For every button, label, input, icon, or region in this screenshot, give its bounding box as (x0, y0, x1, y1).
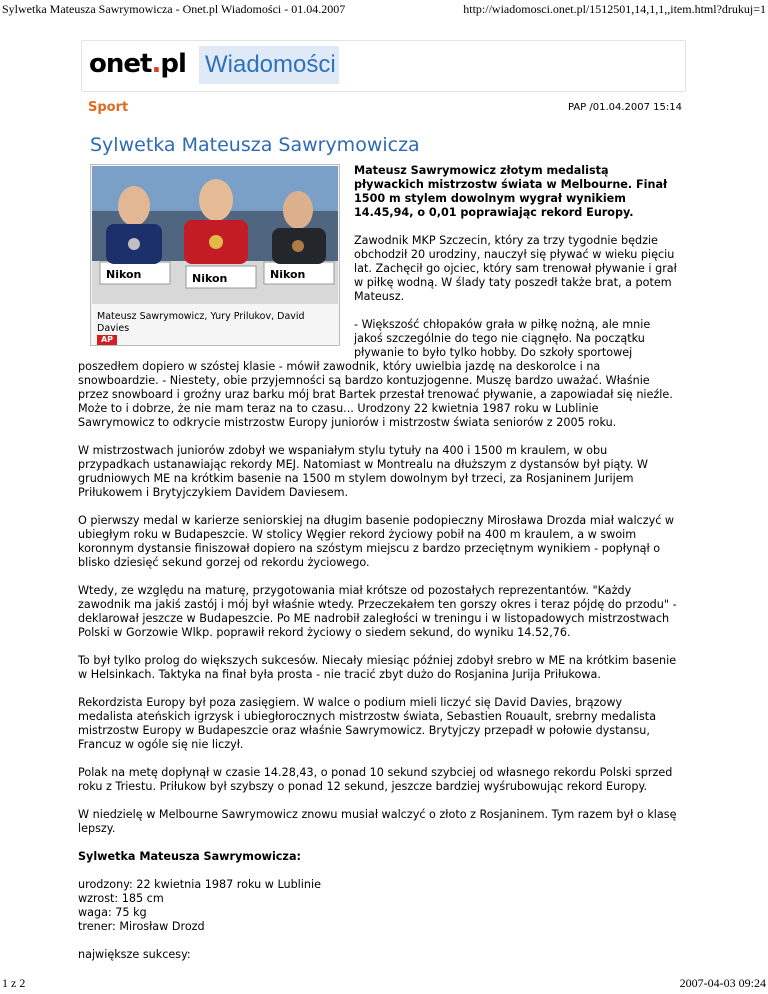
paragraph: Zawodnik MKP Szczecin, który za trzy tygodnie będzie obchodził 20 urodziny, nauczył się pływać w wieku pięciu lat. Zachęcił go ojciec, który sam trenował pływanie i grał w piłkę wodną. W ślady taty poszedł także brat, a potem Mateusz. (354, 234, 677, 303)
wiadomosci-logo[interactable]: Wiadomości (205, 51, 336, 78)
site-logo-bar[interactable] (81, 40, 686, 92)
photo-caption: Mateusz Sawrymowicz, Yury Prilukov, David Davies (97, 311, 305, 334)
print-timestamp: 2007-04-03 09:24 (679, 976, 766, 990)
print-header (2, 2, 766, 18)
article-lead: Mateusz Sawrymowicz złotym medalistą pływackich mistrzostw świata w Melbourne. Finał 1500 m stylem dowolnym wygrał wynikiem 14.45,94, o 0,01 poprawiając rekord Europy. (354, 164, 668, 219)
svg-text:Nikon: Nikon (270, 268, 306, 281)
svg-text:Nikon: Nikon (106, 268, 142, 281)
bio-successes-label: największe sukcesy: (78, 948, 191, 961)
print-footer (2, 976, 766, 990)
bio-details (78, 878, 677, 934)
article-title: Sylwetka Mateusza Sawrymowicza (90, 134, 420, 156)
bio-height: wzrost: 185 cm (78, 892, 164, 905)
article-photo-box (90, 164, 340, 346)
print-header-title: Sylwetka Mateusza Sawrymowicza - Onet.pl Wiadomości - 01.04.2007 (2, 2, 346, 16)
bio-weight: waga: 75 kg (78, 906, 147, 919)
page-counter: 1 z 2 (2, 976, 26, 990)
article-page (78, 40, 686, 961)
paragraph: W mistrzostwach juniorów zdobył we wspaniałym stylu tytuły na 400 i 1500 m kraulem, w obu przypadkach ustanawiając rekordy MEJ. Natomiast w Montrealu na dłuższym z dystansów był piąty. W grudniowych ME na krótkim basenie na 1500 m stylem dowolnym był trzeci, za Rosjaninem Jurijem Priłukowem i Brytyjczykiem Davidem Daviesem. (78, 444, 648, 499)
print-header-url: http://wiadomosci.onet.pl/1512501,14,1,1,,item.html?drukuj=1 (463, 2, 766, 16)
section-label[interactable]: Sport (88, 100, 129, 115)
paragraph: W niedzielę w Melbourne Sawrymowicz znowu musiał walczyć o złoto z Rosjaninem. Tym razem był o klasę lepszy. (78, 808, 677, 835)
paragraph: To był tylko prolog do większych sukcesów. Niecały miesiąc później zdobył srebro w ME na krótkim basenie w Helsinkach. Taktyka na finał była prosta - nie tracić zbyt dużo do Rosjanina Jurija Priłukowa. (78, 654, 677, 681)
bio-coach: trener: Mirosław Drozd (78, 920, 205, 933)
source-date: PAP /01.04.2007 15:14 (567, 102, 682, 113)
article-photo (92, 166, 338, 304)
onet-logo[interactable]: onet.pl (89, 49, 186, 79)
ap-agency-logo: AP (97, 335, 117, 345)
article-body (78, 164, 677, 976)
paragraph: O pierwszy medal w karierze seniorskiej na długim basenie podopieczny Mirosława Drozda miał walczyć w ubiegłym roku w Budapeszcie. W stolicy Węgier rekord życiowy pobił na 400 m kraulem, a w swoim koronnym dystansie finiszował dopiero na szóstym miejscu z bardzo przeciętnym wynikiem - popłynął o blisko dziesięć sekund gorzej od rekordu życiowego. (78, 514, 675, 569)
bio-heading: Sylwetka Mateusza Sawrymowicza: (78, 850, 301, 863)
paragraph: Rekordzista Europy był poza zasięgiem. W walce o podium mieli liczyć się David Davies, brązowy medalista ateńskich igrzysk i ubiegłorocznych mistrzostw świata, Sebastien Rouault, srebrny medalista mistrzostw Europy w Budapeszcie oraz właśnie Sawrymowicz. Brytyjczy przepadł w połowie dystansu, Francuz w ogóle się nie liczył. (78, 696, 657, 751)
paragraph: - Większość chłopaków grała w piłkę nożną, ale mnie jakoś szczególnie do tego nie ciągnęło. Na początku pływanie to było tylko hobby. Do szkoły sportowej poszedłem dopiero w szóstej klasie - mówił zawodnik, który uwielbia jazdę na deskorolce i na snowboardzie. - Niestety, obie przyjemności są bardzo kontuzjogenne. Muszę bardzo uważać. Właśnie przez snowboard i groźny uraz barku mój brat Bartek przestał trenować pływanie, a zapowiadał się nieźle. Może to i dobrze, że nie mam teraz na to czasu... Urodzony 22 kwietnia 1987 roku w Lublinie Sawrymowicz to odkrycie mistrzostw Europy juniorów i mistrzostw świata seniorów z 2005 roku. (78, 318, 673, 429)
paragraph: Polak na metę dopłynął w czasie 14.28,43, o ponad 10 sekund szybciej od własnego rekordu Polski sprzed roku z Triestu. Priłukow był szybszy o ponad 12 sekund, jeszcze bardziej wyśrubowując rekord Europy. (78, 766, 673, 793)
bio-born: urodzony: 22 kwietnia 1987 roku w Lublinie (78, 878, 321, 891)
article-meta (88, 100, 682, 120)
paragraph: Wtedy, ze względu na maturę, przygotowania miał krótsze od pozostałych reprezentantów. "Każdy zawodnik ma jakiś zastój i mój był właśnie wtedy. Przeczekałem ten gorszy okres i teraz pójdę do przodu" - deklarował jeszcze w Budapeszcie. Po ME nadrobił zaległości w treningu i w listopadowych mistrzostwach Polski w Gorzowie Wlkp. poprawił rekord życiowy o siedem sekund, do wyniku 14.52,76. (78, 584, 677, 639)
svg-text:Nikon: Nikon (192, 272, 228, 285)
